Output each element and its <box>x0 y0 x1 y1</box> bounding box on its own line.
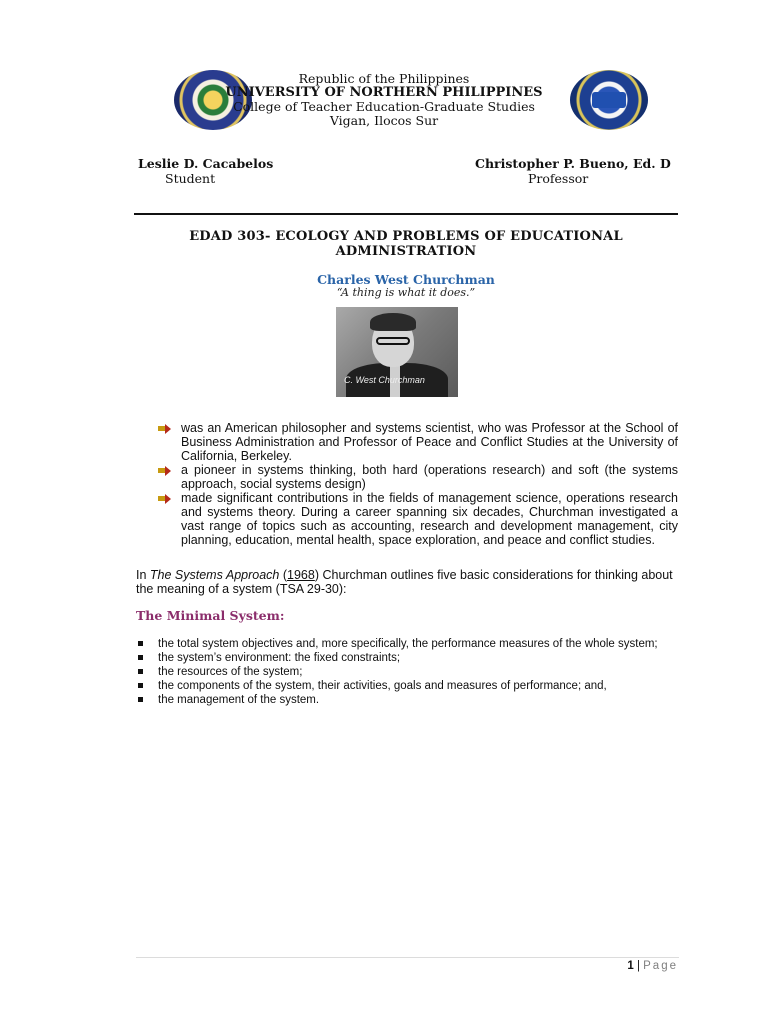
list-item: made significant contributions in the fields of management science, operations research and systems theory. During a career spanning six decades, Churchman investigated a vast range of topics such as accounting, research and development management, city planning, education, mental health, space exploration, and peace and conflict studies. <box>158 491 678 547</box>
list-item: a pioneer in systems thinking, both hard (operations research) and soft (the systems approach, social systems design) <box>158 463 678 491</box>
location-line: Vigan, Ilocos Sur <box>329 113 439 128</box>
square-bullet-icon <box>138 655 143 660</box>
page-number: 1 <box>627 960 634 972</box>
portrait-photo <box>336 307 458 397</box>
square-bullet-icon <box>138 641 143 646</box>
list-item: the components of the system, their activities, goals and measures of performance; and, <box>136 679 676 693</box>
course-title <box>180 229 632 259</box>
professor-name: Christopher P. Bueno, Ed. D <box>475 156 671 171</box>
student-name: Leslie D. Cacabelos <box>138 156 274 171</box>
page-label: Page <box>643 960 678 972</box>
document-header <box>0 72 768 128</box>
year-link[interactable]: 1968 <box>287 568 315 582</box>
university-name: UNIVERSITY OF NORTHERN PHILIPPINES <box>225 85 543 100</box>
square-bullet-icon <box>138 697 143 702</box>
book-title: The Systems Approach <box>149 568 280 582</box>
page-footer: 1 | Page <box>627 960 678 972</box>
course-title-line-1: EDAD 303- ECOLOGY AND PROBLEMS OF EDUCATIONAL <box>189 229 623 244</box>
list-item: was an American philosopher and systems scientist, who was Professor at the School of Business Administration and Professor of Peace and Conflict Studies at the University of California, Berkeley. <box>158 421 678 463</box>
subject-quote: “A thing is what it does.” <box>336 286 476 299</box>
republic-line: Republic of the Philippines <box>298 71 470 86</box>
intro-paragraph: In The Systems Approach (1968) Churchman outlines five basic considerations for thinking about the meaning of a system (TSA 29-30): <box>136 568 673 596</box>
section-heading: The Minimal System: <box>136 608 285 623</box>
professor-role: Professor <box>528 171 589 186</box>
arrow-bullet-icon <box>158 424 171 434</box>
course-title-line-2: ADMINISTRATION <box>335 244 477 259</box>
minimal-system-list <box>136 637 676 707</box>
list-item: the total system objectives and, more specifically, the performance measures of the whole system; <box>136 637 676 651</box>
list-item: the resources of the system; <box>136 665 676 679</box>
footer-divider <box>136 957 679 958</box>
subject-name: Charles West Churchman <box>317 272 495 287</box>
list-item: the management of the system. <box>136 693 676 707</box>
college-name: College of Teacher Education-Graduate Studies <box>233 99 535 114</box>
square-bullet-icon <box>138 683 143 688</box>
list-item: the system’s environment: the fixed constraints; <box>136 651 676 665</box>
biography-bullets <box>158 421 678 547</box>
photo-caption: C. West Churchman <box>344 375 425 385</box>
arrow-bullet-icon <box>158 494 171 504</box>
student-role: Student <box>165 171 216 186</box>
square-bullet-icon <box>138 669 143 674</box>
header-divider <box>134 213 678 215</box>
arrow-bullet-icon <box>158 466 171 476</box>
